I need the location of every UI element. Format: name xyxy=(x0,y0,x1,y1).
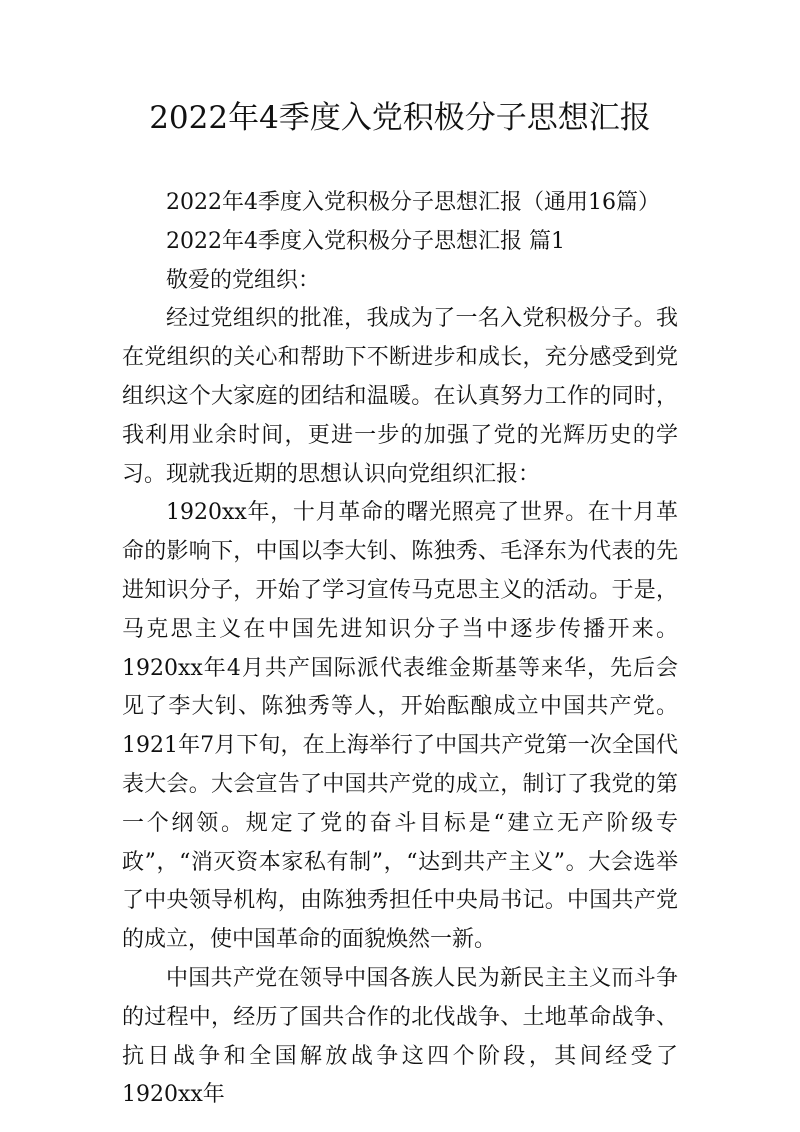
salutation-paragraph: 敬爱的党组织： xyxy=(166,267,321,293)
body-paragraph: 中国共产党在领导中国各族人民为新民主主义而斗争的过程中，经历了国共合作的北伐战争、土地革命战争、抗日战争和全国解放战争这四个阶段，其间经受了1920xx年 xyxy=(122,965,678,1108)
body-paragraph: 1920xx年，十月革命的曙光照亮了世界。在十月革命的影响下，中国以李大钊、陈独秀、毛泽东为代表的先进知识分子，开始了学习宣传马克思主义的活动。于是，马克思主义在中国先进知识分子当中逐步传播开来。1920xx年4月共产国际派代表维金斯基等来华，先后会见了李大钊、陈独秀等人，开始酝酿成立中国共产党。1921年7月下旬，在上海举行了中国共产党第一次全国代表大会。大会宣告了中国共产党的成立，制订了我党的第一个纲领。规定了党的奋斗目标是“建立无产阶级专政”，“消灭资本家私有制”，“达到共产主义”。大会选举了中央领导机构，由陈独秀担任中央局书记。中国共产党的成立，使中国革命的面貌焕然一新。 xyxy=(122,500,678,953)
document-body xyxy=(122,184,678,1115)
subtitle-paragraph: 2022年4季度入党积极分子思想汇报（通用16篇） xyxy=(166,190,660,215)
body-paragraph: 经过党组织的批准，我成为了一名入党积极分子。我在党组织的关心和帮助下不断进步和成长，充分感受到党组织这个大家庭的团结和温暖。在认真努力工作的同时，我利用业余时间，更进一步的加强了党的光辉历史的学习。现就我近期的思想认识向党组织汇报： xyxy=(122,306,678,487)
section-heading-paragraph: 2022年4季度入党积极分子思想汇报 篇1 xyxy=(166,228,565,254)
document-title: 2022年4季度入党积极分子思想汇报 xyxy=(149,100,651,136)
